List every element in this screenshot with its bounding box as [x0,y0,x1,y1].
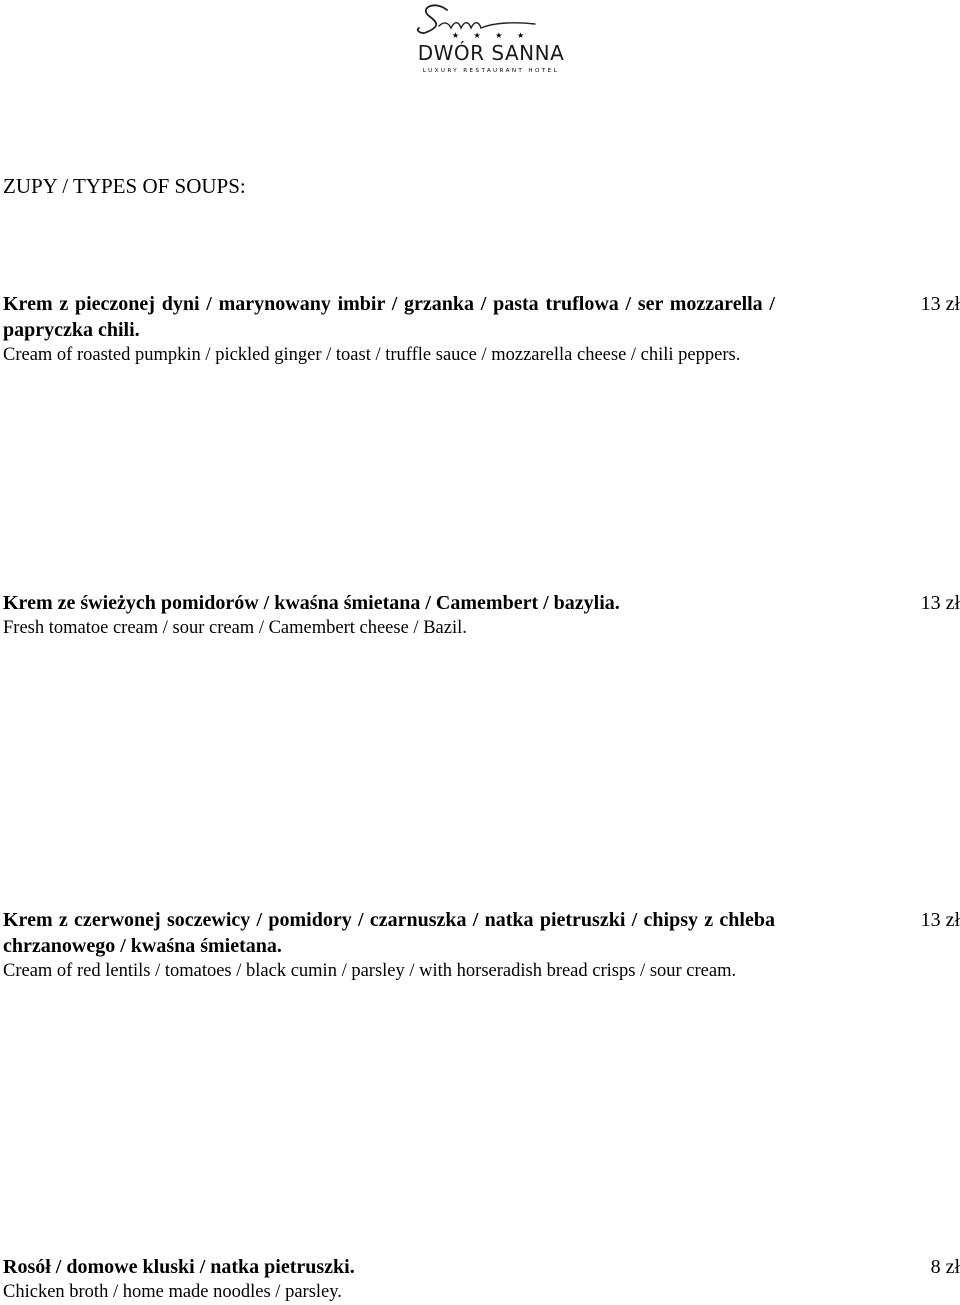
section-title: ZUPY / TYPES OF SOUPS: [3,174,246,198]
item-price: 13 zł [920,909,960,931]
item-name-pl: Rosół / domowe kluski / natka pietruszki. [3,1256,355,1278]
item-name-en: Cream of red lentils / tomatoes / black cumin / parsley / with horseradish bread crisps / sour cream. [3,961,737,981]
logo-name: DWÓR SANNA [417,41,565,65]
item-name-pl: Krem z czerwonej soczewicy / pomidory / czarnuszka / natka pietruszki / chipsy z chleba chrzanowego / kwaśna śmietana. [3,909,775,957]
logo-tagline: LUXURY RESTAURANT HOTEL [422,68,560,74]
item-name-en: Fresh tomatoe cream / sour cream / Camembert cheese / Bazil. [3,618,467,638]
item-name-pl: Krem z pieczonej dyni / marynowany imbir / grzanka / pasta truflowa / ser mozzarella / papryczka chili. [3,293,775,341]
item-name-pl: Krem ze świeżych pomidorów / kwaśna śmietana / Camembert / bazylia. [3,592,620,614]
item-price: 8 zł [930,1256,960,1278]
hotel-logo [405,0,577,80]
menu-item-tomato-soup [3,590,960,641]
menu-item-chicken-broth [3,1254,960,1305]
logo-stars: ★ ★ ★ ★ [451,31,531,40]
item-name-en: Cream of roasted pumpkin / pickled ginger / toast / truffle sauce / mozzarella cheese / chili peppers. [3,345,741,365]
menu-item-pumpkin-soup [3,291,960,368]
item-price: 13 zł [920,293,960,315]
menu-item-lentil-soup [3,907,960,984]
item-name-en: Chicken broth / home made noodles / parsley. [3,1282,342,1302]
item-price: 13 zł [920,592,960,614]
